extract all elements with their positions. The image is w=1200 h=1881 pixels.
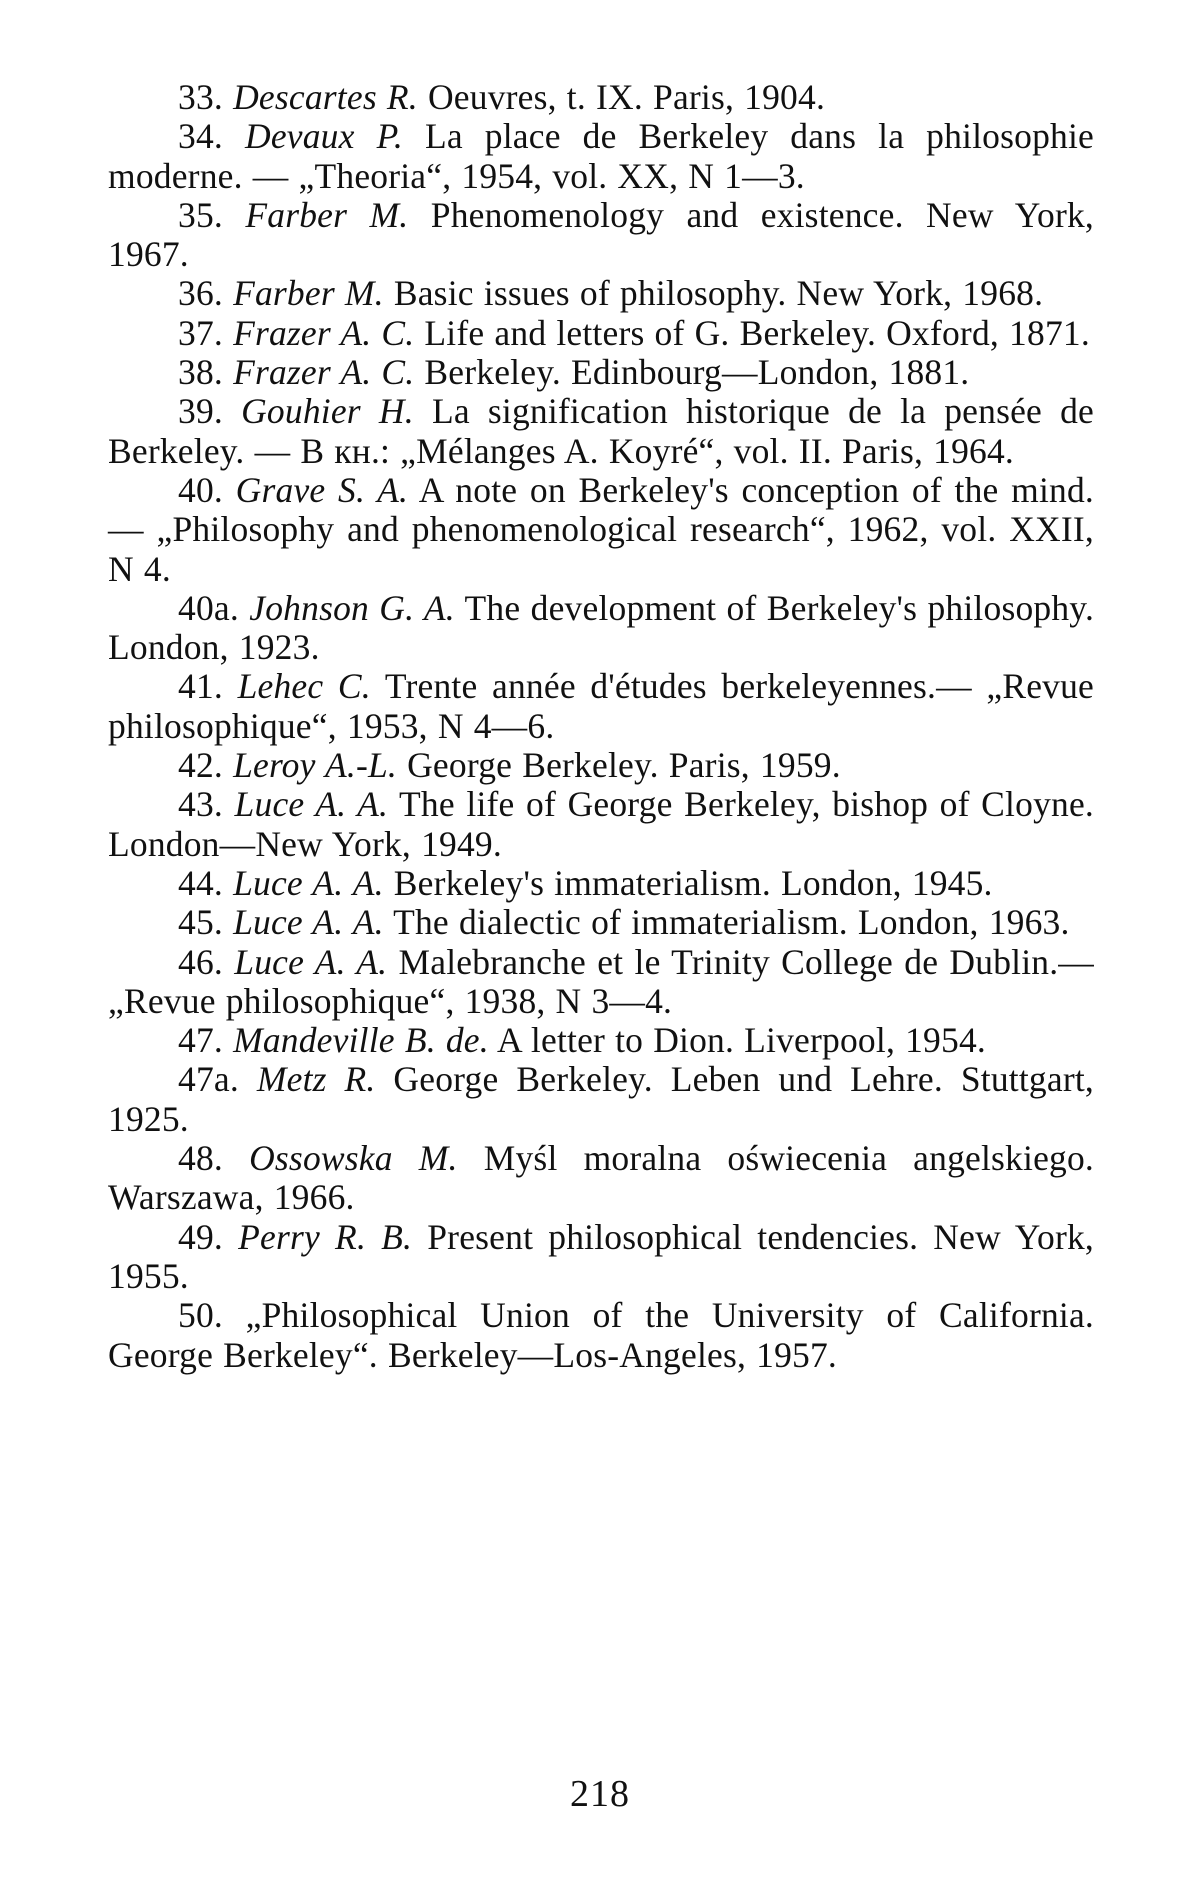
entry-author: Leroy A.-L.: [233, 745, 398, 786]
bibliography-entry: [108, 1218, 1094, 1297]
entry-text: Basic issues of philosophy. New York, 1968.: [393, 273, 1044, 314]
bibliography-entry: [108, 117, 1094, 196]
entry-author: Farber M.: [233, 273, 384, 314]
entry-text: George Berkeley. Paris, 1959.: [407, 745, 841, 786]
bibliography-entry: [108, 785, 1094, 864]
entry-author: Devaux P.: [244, 116, 403, 157]
bibliography-entry: [108, 589, 1094, 668]
entry-number: 48.: [178, 1138, 223, 1179]
bibliography-entry: [108, 471, 1094, 589]
entry-author: Frazer A. C.: [233, 312, 415, 353]
entry-text: Present philosophical tendencies. New York, 1955.: [108, 1216, 1094, 1296]
bibliography-entry: [108, 314, 1094, 353]
entry-author: Lehec C.: [237, 666, 371, 707]
bibliography-entry: [108, 667, 1094, 746]
bibliography-entry: [108, 78, 1094, 117]
entry-text: Trente année d'études berkeleyennes.— „Revue philosophique“, 1953, N 4—6.: [108, 666, 1095, 746]
entry-number: 50.: [178, 1295, 223, 1336]
entry-number: 38.: [178, 352, 223, 393]
entry-author: Ossowska M.: [249, 1138, 458, 1179]
bibliography-entry: [108, 1060, 1094, 1139]
bibliography-entry: [108, 1296, 1094, 1375]
bibliography-entry: [108, 746, 1094, 785]
entry-number: 47.: [178, 1020, 223, 1061]
entry-author: Frazer A. C.: [233, 352, 415, 393]
entry-number: 33.: [178, 77, 223, 117]
entry-number: 34.: [178, 116, 223, 157]
entry-text: Berkeley's immaterialism. London, 1945.: [393, 862, 993, 903]
entry-number: 43.: [178, 784, 223, 825]
entry-text: Oeuvres, t. IX. Paris, 1904.: [427, 77, 826, 117]
entry-text: A letter to Dion. Liverpool, 1954.: [496, 1020, 986, 1061]
bibliography-entry: [108, 392, 1094, 471]
entry-text: Malebranche et le Trinity College de Dublin.— „Revue philosophique“, 1938, N 3—4.: [108, 941, 1094, 1021]
bibliography-entry: [108, 943, 1094, 1022]
entry-text: The development of Berkeley's philosophy. London, 1923.: [108, 587, 1095, 668]
entry-number: 46.: [178, 941, 223, 982]
entry-number: 41.: [178, 666, 223, 707]
entry-author: Perry R. B.: [238, 1216, 413, 1257]
entry-author: Gouhier H.: [241, 391, 414, 432]
entry-number: 36.: [178, 273, 223, 314]
entry-number: 40a.: [178, 587, 239, 628]
entry-number: 44.: [178, 862, 223, 903]
entry-number: 39.: [178, 391, 223, 432]
entry-author: Luce A. A.: [233, 902, 384, 943]
entry-text: George Berkeley. Leben und Lehre. Stuttgart, 1925.: [108, 1059, 1095, 1139]
entry-author: Grave S. A.: [235, 469, 409, 510]
bibliography-entry: [108, 864, 1094, 903]
entry-text: The life of George Berkeley, bishop of Cloyne. London—New York, 1949.: [108, 784, 1095, 864]
entry-author: Luce A. A.: [234, 941, 388, 982]
entry-text: The dialectic of immaterialism. London, 1963.: [393, 902, 1070, 943]
bibliography-list: [108, 78, 1094, 1375]
entry-text: La place de Berkeley dans la philosophie moderne. — „Theoria“, 1954, vol. XX, N 1—3.: [108, 116, 1095, 196]
entry-number: 40.: [178, 469, 223, 510]
entry-author: Mandeville B. de.: [233, 1020, 489, 1061]
entry-text: Berkeley. Edinbourg—London, 1881.: [424, 352, 970, 393]
entry-number: 47a.: [178, 1059, 239, 1100]
entry-number: 42.: [178, 745, 223, 786]
entry-author: Johnson G. A.: [249, 587, 455, 628]
entry-number: 45.: [178, 902, 223, 943]
bibliography-entry: [108, 353, 1094, 392]
entry-author: Metz R.: [256, 1059, 376, 1100]
bibliography-entry: [108, 1021, 1094, 1060]
entry-text: A note on Berkeley's conception of the mind.— „Philosophy and phenomenological research“, 1962, vol. XXII, N 4.: [108, 469, 1094, 589]
entry-author: Descartes R.: [233, 77, 418, 117]
entry-text: „Philosophical Union of the University of California. George Berkeley“. Berkeley—Los-Angeles, 1957.: [108, 1295, 1095, 1375]
entry-text: La signification historique de la pensée de Berkeley. — В кн.: „Mélanges A. Koyré“, vol. II. Paris, 1964.: [108, 391, 1095, 471]
entry-author: Luce A. A.: [234, 784, 389, 825]
bibliography-entry: [108, 274, 1094, 313]
entry-author: Farber M.: [245, 194, 409, 235]
entry-number: 35.: [178, 194, 223, 235]
bibliography-entry: [108, 1139, 1094, 1218]
entry-number: 37.: [178, 312, 223, 353]
entry-author: Luce A. A.: [233, 862, 384, 903]
entry-text: Phenomenology and existence. New York, 1967.: [108, 194, 1095, 275]
bibliography-page: [108, 78, 1094, 1375]
entry-text: Life and letters of G. Berkeley. Oxford, 1871.: [424, 312, 1090, 353]
entry-text: Myśl moralna oświecenia angelskiego. Warszawa, 1966.: [108, 1138, 1095, 1218]
entry-number: 49.: [178, 1216, 223, 1257]
bibliography-entry: [108, 903, 1094, 942]
page-number: 218: [570, 1773, 630, 1815]
bibliography-entry: [108, 196, 1094, 275]
